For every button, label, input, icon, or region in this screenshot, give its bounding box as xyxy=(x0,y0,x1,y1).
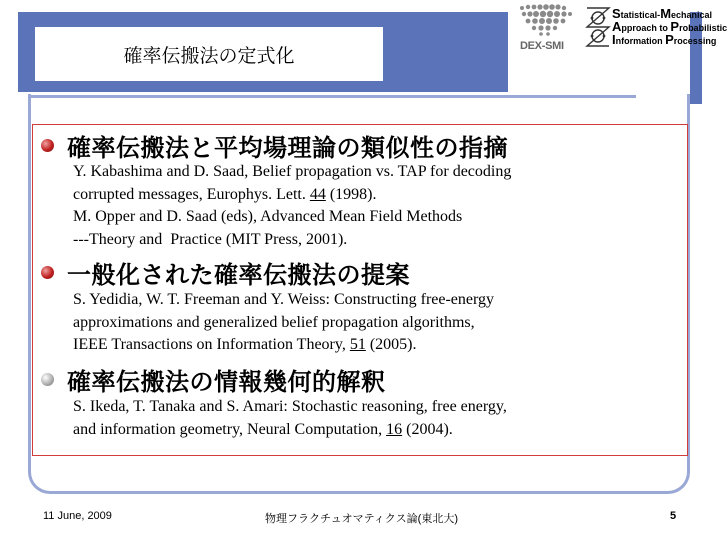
smapip-logo-icon xyxy=(584,4,612,50)
section-heading: 確率伝搬法の情報幾何的解釈 xyxy=(67,368,386,396)
smapip-logo-text xyxy=(612,8,727,47)
section-heading: 確率伝搬法と平均場理論の類似性の指摘 xyxy=(67,134,508,162)
volume-number: 44 xyxy=(309,185,326,203)
logo-line-1: Statistical-Mechanical xyxy=(612,6,713,21)
reference-line: approximations and generalized belief propagation algorithms, xyxy=(73,313,475,331)
logo-line-3: Information Processing xyxy=(612,32,717,47)
reference-line: corrupted messages, Europhys. Lett. 44 (1998). xyxy=(73,185,377,203)
reference-line: S. Yedidia, W. T. Freeman and Y. Weiss: Constructing free-energy xyxy=(73,291,495,308)
reference-line: and information geometry, Neural Computation, 16 (2004). xyxy=(73,420,453,438)
page-title: 確率伝搬法の定式化 xyxy=(35,27,383,81)
page-number: 5 xyxy=(670,510,677,522)
bullet-icon xyxy=(41,373,54,386)
reference-line: M. Opper and D. Saad (eds), Advanced Mean Field Methods xyxy=(73,208,463,225)
reference-line: ---Theory and Practice (MIT Press, 2001). xyxy=(73,230,348,248)
bullet-icon xyxy=(41,266,54,279)
dexsmi-logo-text: DEX-SMI xyxy=(520,40,564,52)
reference-line: S. Ikeda, T. Tanaka and S. Amari: Stochastic reasoning, free energy, xyxy=(73,398,507,415)
frame-top-divider xyxy=(30,95,636,98)
reference-line: Y. Kabashima and D. Saad, Belief propagation vs. TAP for decoding xyxy=(73,163,512,180)
footer-course: 物理フラクチュオマティクス論(東北大) xyxy=(265,513,459,525)
logo-line-2: Approach to Probabilistic xyxy=(612,19,727,34)
section-heading: 一般化された確率伝搬法の提案 xyxy=(67,261,410,289)
reference-line: IEEE Transactions on Information Theory, 51 (2005). xyxy=(73,336,417,353)
bullet-icon xyxy=(41,139,54,152)
footer-date: 11 June, 2009 xyxy=(43,510,112,522)
volume-number: 16 xyxy=(386,420,403,438)
volume-number: 51 xyxy=(349,336,366,353)
